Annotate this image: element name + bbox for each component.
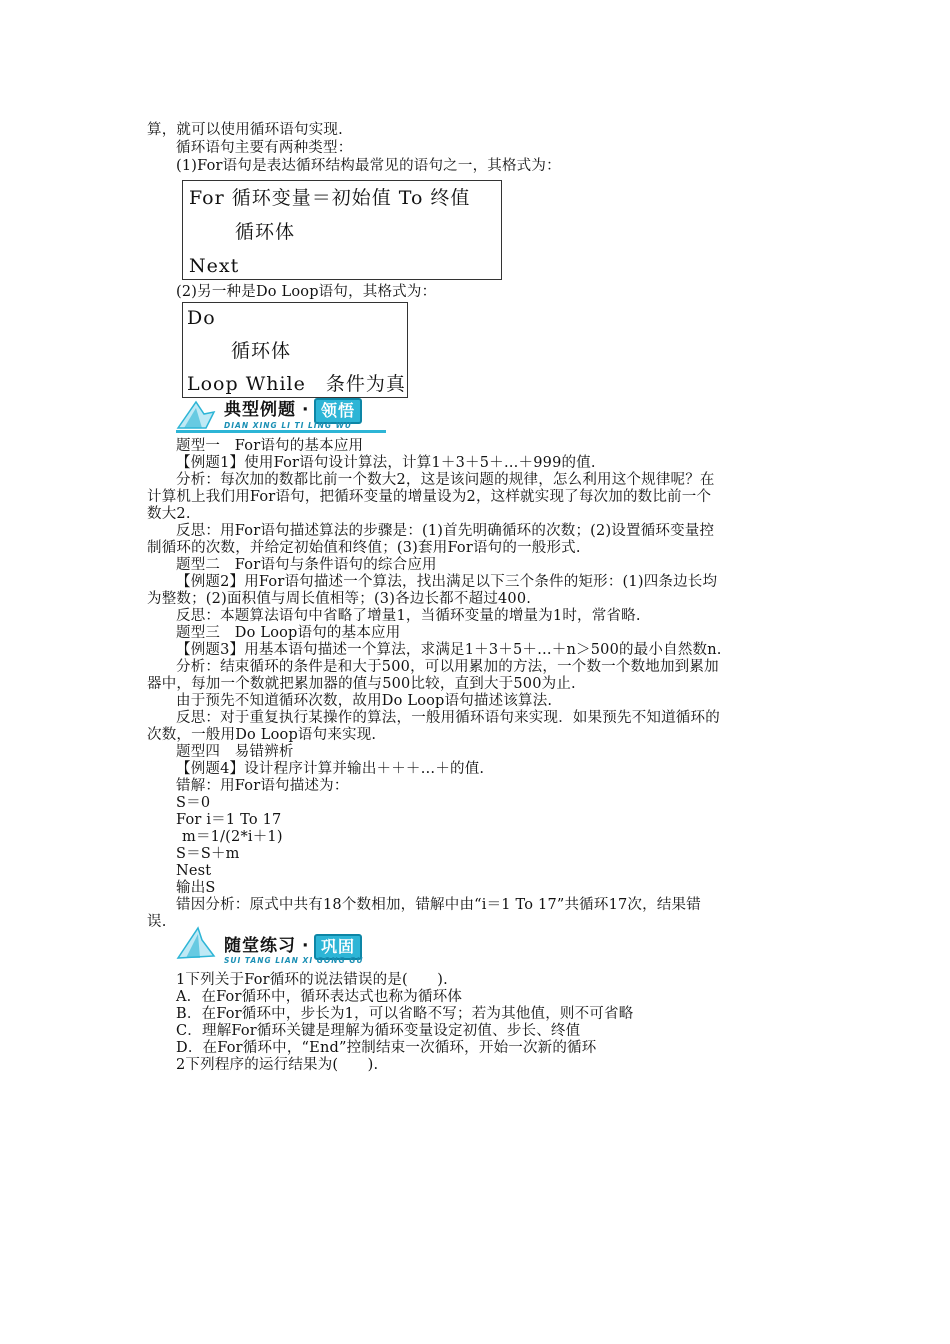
body-line: 分析：每次加的数都比前一个数大2，这是该问题的规律，怎么利用这个规律呢？在: [176, 472, 715, 488]
banner-title: 典型例题: [224, 400, 296, 420]
body-line: 题型三 Do Loop语句的基本应用: [176, 625, 401, 641]
code-line: S＝0: [176, 795, 211, 811]
do-intro-line: (2)另一种是Do Loop语句，其格式为：: [176, 284, 437, 300]
banner-dot: ·: [302, 400, 309, 420]
body-line: 【例题4】设计程序计算并输出＋＋＋…＋的值.: [176, 761, 485, 777]
exercise-option-c: C．理解For循环关键是理解为循环变量设定初值、步长、终值: [176, 1023, 581, 1039]
intro-line-3: (1)For语句是表达循环结构最常见的语句之一，其格式为：: [176, 158, 561, 174]
section-banner-examples: [176, 398, 396, 434]
body-line: 数大2.: [147, 506, 191, 522]
exercise-question-2: 2下列程序的运行结果为( ).: [176, 1057, 379, 1073]
body-line: 器中，每加一个数就把累加器的值与500比较，直到大于500为止.: [147, 676, 576, 692]
do-box-line-3: Loop While 条件为真: [187, 373, 406, 395]
exercise-option-b: B．在For循环中，步长为1，可以省略不写；若为其他值，则不可省略: [176, 1006, 634, 1022]
body-line: 题型一 For语句的基本应用: [176, 438, 364, 454]
code-line: For i＝1 To 17: [176, 812, 282, 828]
body-line: 误.: [147, 914, 167, 930]
banner-pinyin: SUI TANG LIAN XI GONG GU: [224, 956, 364, 965]
body-line: 【例题3】用基本语句描述一个算法，求满足1＋3＋5＋…＋n＞500的最小自然数n.: [176, 642, 722, 658]
body-line: 错因分析：原式中共有18个数相加，错解中由“i＝1 To 17”共循环17次，结果错: [176, 897, 701, 913]
body-line: 错解：用For语句描述为：: [176, 778, 349, 794]
for-box-line-2: 循环体: [235, 221, 296, 243]
for-box-line-1: For 循环变量＝初始值 To 终值: [189, 187, 471, 209]
body-line: 【例题1】使用For语句设计算法，计算1＋3＋5＋…＋999的值.: [176, 455, 596, 471]
body-line: 计算机上我们用For语句，把循环变量的增量设为2，这样就实现了每次加的数比前一个: [147, 489, 712, 505]
for-box-line-3: Next: [189, 255, 240, 277]
intro-line-1: 算，就可以使用循环语句实现.: [147, 122, 343, 138]
body-line: 反思：用For语句描述算法的步骤是：(1)首先明确循环的次数；(2)设置循环变量控: [176, 523, 715, 539]
body-line: 题型二 For语句与条件语句的综合应用: [176, 557, 437, 573]
banner-highlight: 领悟: [314, 398, 362, 424]
code-line: Nest: [176, 863, 212, 879]
banner-highlight: 巩固: [314, 934, 362, 960]
code-line: S＝S＋m: [176, 846, 240, 862]
banner-title: 随堂练习: [224, 936, 296, 956]
do-box-line-1: Do: [187, 307, 216, 329]
banner-underline: [176, 430, 386, 433]
banner-pinyin: DIAN XING LI TI LING WU: [224, 421, 352, 430]
banner-dot: ·: [302, 936, 309, 956]
do-syntax-box: [182, 302, 408, 398]
exercise-option-a: A．在For循环中，循环表达式也称为循环体: [176, 989, 463, 1005]
body-line: 制循环的次数，并给定初始值和终值；(3)套用For语句的一般形式.: [147, 540, 581, 556]
body-line: 分析：结束循环的条件是和大于500，可以用累加的方法，一个数一个数地加到累加: [176, 659, 719, 675]
body-line: 为整数；(2)面积值与周长值相等；(3)各边长都不超过400.: [147, 591, 532, 607]
code-line: m＝1/(2*i＋1): [182, 829, 283, 845]
code-line: 输出S: [176, 880, 216, 896]
banner-logo-icon: [176, 398, 216, 434]
body-line: 题型四 易错辨析: [176, 744, 294, 760]
exercise-option-d: D．在For循环中，“End”控制结束一次循环，开始一次新的循环: [176, 1040, 597, 1056]
body-line: 次数，一般用Do Loop语句来实现.: [147, 727, 377, 743]
intro-line-2: 循环语句主要有两种类型：: [176, 140, 353, 156]
body-line: 由于预先不知道循环次数，故用Do Loop语句描述该算法.: [176, 693, 553, 709]
do-box-line-2: 循环体: [231, 340, 292, 362]
body-line: 反思：对于重复执行某操作的算法，一般用循环语句来实现．如果预先不知道循环的: [176, 710, 720, 726]
body-line: 反思：本题算法语句中省略了增量1，当循环变量的增量为1时，常省略.: [176, 608, 641, 624]
exercise-question-1: 1下列关于For循环的说法错误的是( ).: [176, 972, 448, 988]
body-line: 【例题2】用For语句描述一个算法，找出满足以下三个条件的矩形：(1)四条边长均: [176, 574, 718, 590]
banner-logo-icon: [176, 926, 216, 962]
for-syntax-box: [182, 180, 502, 280]
section-banner-practice: [176, 926, 406, 965]
